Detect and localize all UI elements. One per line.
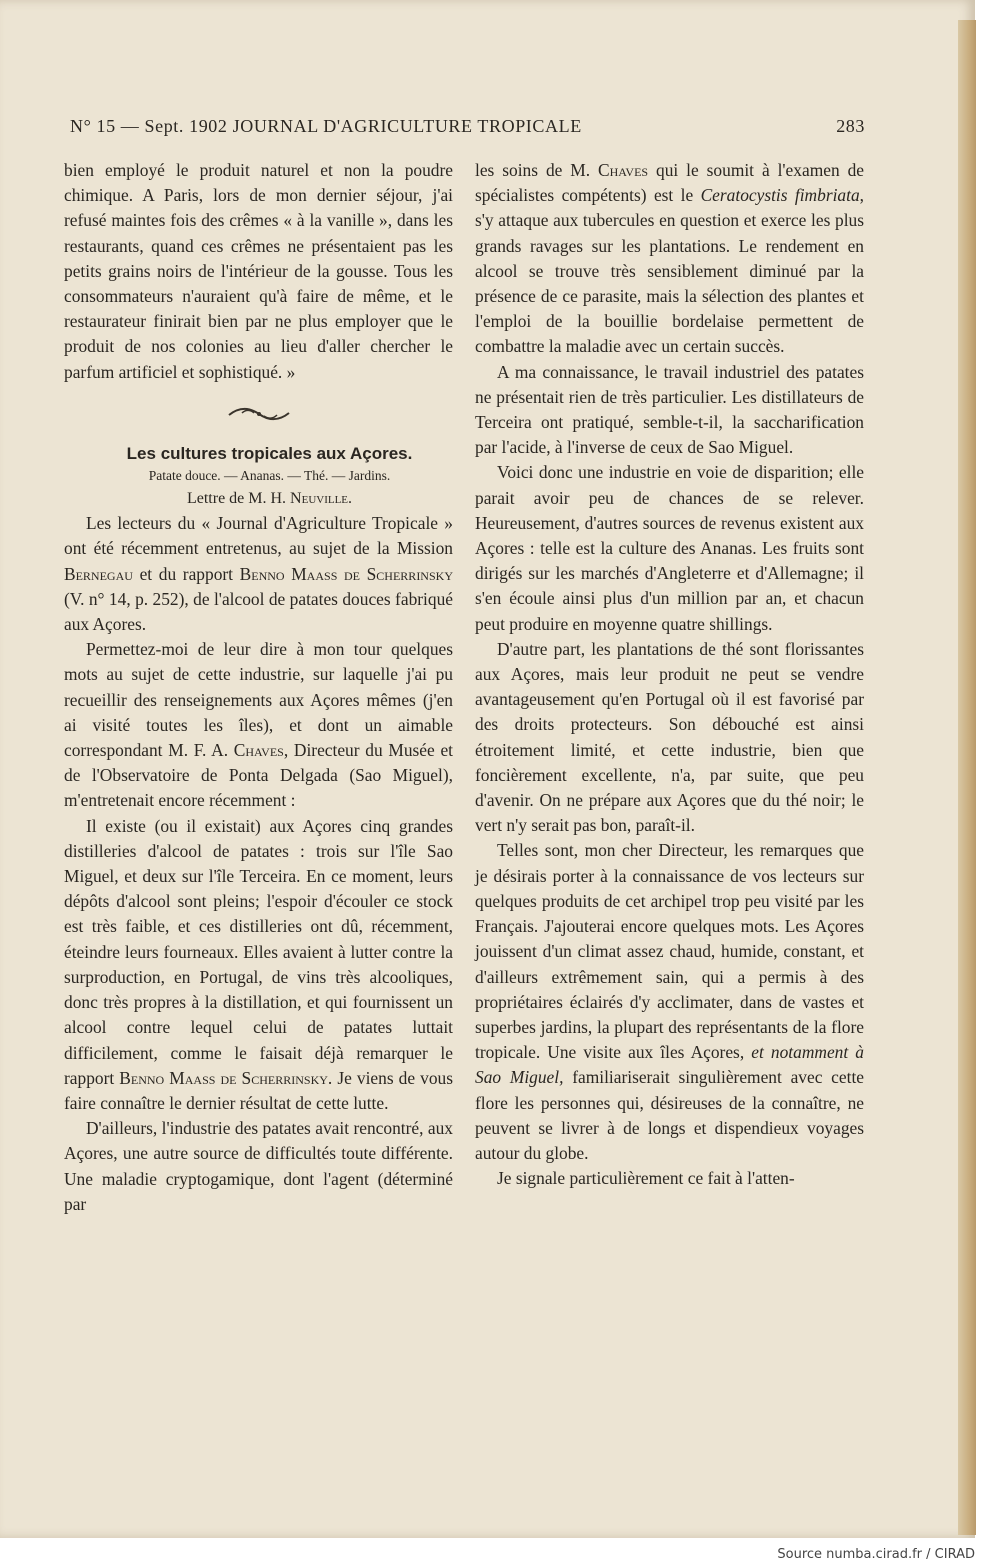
paragraph — [64, 511, 453, 637]
text-run: , s'y attaque aux tubercules en question et exerce les plus grands ravages sur les plantations. Le rendement en alcool se trouve très sensiblement diminué par la présence de ce parasite, mais la sélection des plantes et l'emploi de la bouillie bordelaise permettent de combattre la maladie avec un certain succès. — [475, 185, 864, 357]
text-run: et du rapport — [132, 563, 240, 584]
text-run: Il existe (ou il existait) aux Açores cinq grandes distilleries d'alcool de patates : trois sur l'île Sao Miguel, et deux sur l'île Terceira. En ce moment, leurs dépôts d'alcool sont pleins; l'espoir d'écouler ce stock est très faible, et ces distilleries ont dû, récemment, éteindre leurs fourneaux. Elles avaient à lutter contre la surproduction, en Portugal, de vins très alcooliques, donc très propres à la distillation, et qui fournissent un alcool contre lequel celui de patates luttait difficilement, comme le faisait déjà remarquer le rapport — [64, 815, 453, 1088]
paragraph: Je signale particulièrement ce fait à l'atten- — [497, 1168, 795, 1189]
fleuron-icon — [224, 403, 294, 425]
person-name: Chaves — [233, 740, 284, 761]
letter-line — [64, 486, 453, 511]
paragraph: D'ailleurs, l'industrie des patates avait rencontré, aux Açores, une autre source de difficultés toute différente. Une maladie cryptogamique, dont l'agent (déterminé par — [64, 1118, 453, 1214]
paragraph: A ma connaissance, le travail industriel des patates ne présentait rien de très particulier. Les distillateurs de Terceira ont pratiqué, semble-t-il, la saccharification par l'acide, à l'inverse de ceux de Sao Miguel. — [475, 361, 864, 458]
letter-prefix: Lettre de M. H. — [186, 490, 291, 508]
text-run: familiariserait singulièrement avec cette flore les personnes qui, désireuses de la connaître, ne peuvent se livrer à de longs et dispendieux voyages autour du globe. — [475, 1067, 864, 1163]
text-run: Permettez-moi de leur dire à mon tour quelques mots au sujet de cette industrie, sur laquelle j'ai pu recueillir des renseignements aux Açores mêmes (j'en ai visité toutes les îles), et dont un aimable correspondant M. F. A. — [64, 639, 453, 761]
paragraph — [475, 158, 864, 360]
intro-paragraph: bien employé le produit naturel et non la poudre chimique. A Paris, lors de mon dernier séjour, j'ai refusé maintes fois des crêmes « à la vanille », dans les restaurants, quand ces crêmes ne présentaient pas les petits grains noirs de l'intérieur de la gousse. Tous les consommateurs n'auraient qu'à faire de même, et le restaurateur finirait bien par ne plus employer que le produit de nos colonies au lieu d'aller chercher le parfum artificiel et sophistiqué. » — [64, 160, 453, 382]
header-issue: N° 15 — Sept. 1902 — [70, 116, 228, 136]
source-credit: Source numba.cirad.fr / CIRAD — [777, 1547, 975, 1562]
running-header — [70, 116, 865, 144]
article-subtitle: Patate douce. — Ananas. — Thé. — Jardins. — [148, 468, 391, 484]
right-column — [475, 158, 864, 1191]
text-run: Les lecteurs du « Journal d'Agriculture Tropicale » ont été récemment entretenus, au sujet de la Mission — [64, 513, 453, 559]
paragraph — [64, 814, 453, 1116]
left-column — [64, 158, 453, 1217]
person-name: Benno Maass de Scherrinsky — [119, 1067, 328, 1088]
page-edge — [958, 20, 976, 1535]
paragraph: D'autre part, les plantations de thé sont florissantes aux Açores, mais leur produit ne peut se vendre avantageusement qu'en Portugal où il est favorisé par des droits protecteurs. Son débouché est ainsi étroitement limité, et cette industrie, bien que foncièrement excellente, n'a, par suite, que peu d'avenir. On ne prépare aux Açores que du thé noir; le vert n'y serait pas bon, paraît-il. — [475, 638, 864, 836]
text-run: Telles sont, mon cher Directeur, les remarques que je désirais porter à la connaissance de vos lecteurs sur quelques produits de cet archipel trop peu visité par les Français. J'ajouterai encore quelques mots. Les Açores jouissent d'un climat assez chaud, humide, constant, et d'ailleurs extrêmement sain, qui a permis à des propriétaires éclairés d'y acclimater, dans de vastes et superbes jardins, la plupart des représentants de la flore tropicale. Une visite aux îles Açores, — [475, 840, 864, 1063]
text-run: (V. n° 14, p. 252), de l'alcool de patates douces fabriqué aux Açores. — [64, 588, 453, 635]
header-issue-and-journal — [70, 116, 582, 137]
letter-author: Neuville. — [290, 490, 353, 508]
paragraph — [475, 838, 864, 1166]
species-name: Ceratocystis fimbriata — [700, 185, 860, 206]
text-run: les soins de M. — [475, 160, 599, 180]
text-run: qui le soumit à l'examen de spécialistes compétents) est le — [475, 160, 864, 206]
header-journal: JOURNAL D'AGRICULTURE TROPICALE — [232, 116, 582, 136]
person-name: Bernegau — [64, 563, 133, 584]
article-title: Les cultures tropicales aux Açores. — [126, 443, 413, 463]
paragraph: Voici donc une industrie en voie de disparition; elle parait avoir peu de chances de se relever. Heureusement, d'autres sources de revenus existent aux Açores : telle est la culture des Ananas. Les fruits sont dirigés sur les marchés d'Angleterre et d'Allemagne; il s'en écoule ainsi plus d'un million par an, et chacun peut produire en moyenne quatre shillings. — [475, 462, 864, 634]
ornament-divider — [64, 403, 453, 433]
paragraph — [64, 637, 453, 813]
person-name: Chaves — [598, 160, 649, 180]
text-run: , Directeur du Musée et de l'Observatoire de Ponta Delgada (Sao Miguel), m'entretenait encore récemment : — [64, 740, 453, 811]
text-run: . Je viens de vous faire connaître le dernier résultat de cette lutte. — [64, 1067, 453, 1113]
italic-phrase: et notamment à Sao Miguel, — [475, 1042, 864, 1088]
page-number: 283 — [836, 116, 865, 136]
person-name: Benno Maass de Scherrinsky — [239, 563, 453, 584]
